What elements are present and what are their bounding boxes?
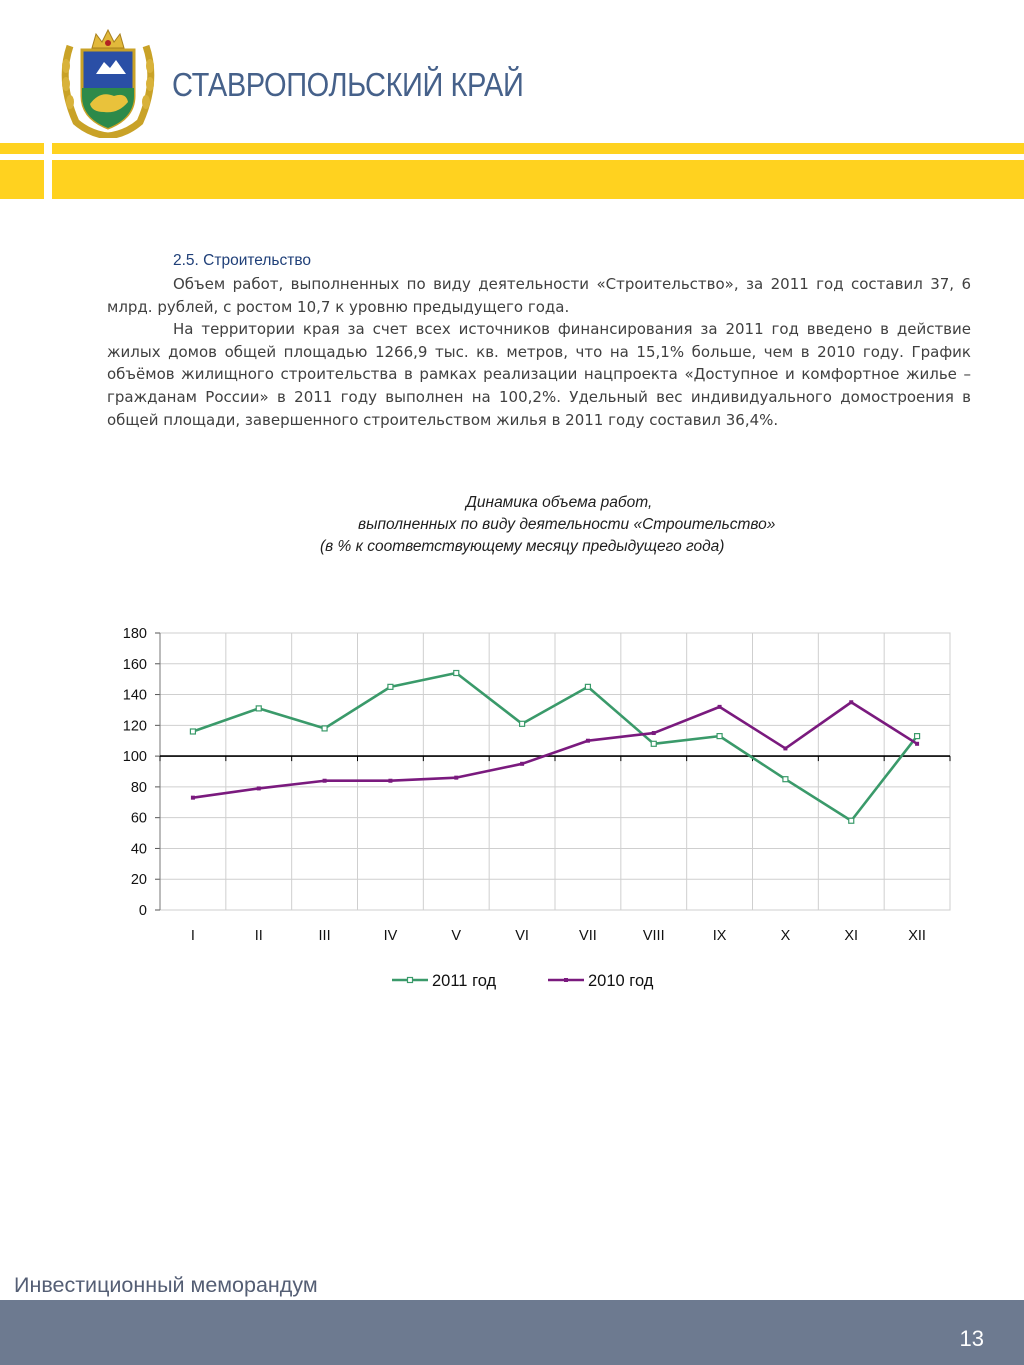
x-tick-label: VIII	[642, 928, 665, 944]
x-tick-label: VII	[579, 928, 597, 944]
data-point	[717, 734, 722, 739]
paragraph: Объем работ, выполненных по виду деятельности «Строительство», за 2011 год составил 37, 6 млрд. рублей, с ростом 10,7 к уровню предыдущего года.	[107, 275, 971, 316]
x-tick-label: XII	[908, 928, 926, 944]
x-tick-label: III	[318, 928, 331, 944]
y-tick-label: 140	[122, 687, 147, 704]
chart-title-line: выполненных по виду деятельности «Строительство»	[358, 516, 776, 533]
chart-title-line: (в % к соответствующему месяцу предыдущего года)	[320, 538, 725, 555]
y-tick-label: 160	[122, 656, 147, 673]
memo-label: Инвестиционный меморандум	[14, 1273, 318, 1297]
x-tick-label: XI	[844, 928, 859, 944]
legend-label: 2010 год	[588, 972, 654, 990]
data-point	[520, 762, 524, 766]
x-tick-label: I	[190, 928, 195, 944]
x-tick-label: X	[780, 928, 791, 944]
y-tick-label: 40	[130, 841, 147, 858]
data-point	[586, 739, 590, 743]
data-point	[323, 779, 327, 783]
region-title: СТАВРОПОЛЬСКИЙ КРАЙ	[172, 66, 524, 103]
x-tick-label: IV	[383, 928, 398, 944]
data-point	[915, 742, 919, 746]
data-point	[652, 731, 656, 735]
x-tick-label: V	[451, 928, 462, 944]
x-tick-label: II	[254, 928, 263, 944]
paragraph: На территории края за счет всех источников финансирования за 2011 год введено в действие жилых домов общей площадью 1266,9 тыс. кв. метров, что на 15,1% больше, чем в 2010 году. График объёмов жилищного строительства в рамках реализации нацпроекта «Доступное и комфортное жилье – гражданам России» в 2011 году выполнен на 100,2%. Удельный вес индивидуального домостроения в общей площади, завершенного строительством жилья в 2011 году составил 36,4%.	[107, 320, 971, 429]
footer-bar	[0, 1300, 1024, 1365]
data-point	[454, 776, 458, 780]
body-text	[107, 273, 971, 431]
y-tick-label: 60	[130, 810, 147, 827]
data-point	[718, 705, 722, 709]
data-point	[454, 671, 459, 676]
x-tick-label: IX	[712, 928, 727, 944]
legend-marker	[408, 978, 413, 983]
y-tick-label: 0	[138, 903, 147, 919]
data-point	[520, 721, 525, 726]
data-point	[257, 786, 261, 790]
legend-marker	[564, 978, 568, 982]
y-tick-label: 120	[122, 718, 147, 735]
y-tick-label: 100	[122, 749, 147, 766]
line-chart	[0, 600, 1024, 1010]
page-number: 13	[959, 1326, 984, 1351]
data-point	[849, 700, 853, 704]
data-point	[388, 684, 393, 689]
data-point	[322, 726, 327, 731]
data-point	[256, 706, 261, 711]
data-point	[585, 684, 590, 689]
data-point	[849, 818, 854, 823]
section-heading: 2.5. Строительство	[173, 252, 312, 269]
data-point	[190, 729, 195, 734]
y-tick-label: 20	[130, 872, 147, 889]
data-point	[915, 734, 920, 739]
data-point	[191, 796, 195, 800]
legend-label: 2011 год	[432, 972, 497, 990]
data-point	[651, 741, 656, 746]
coat-of-arms-emblem	[56, 26, 160, 138]
data-point	[783, 746, 787, 750]
chart-title-line: Динамика объема работ,	[466, 494, 653, 511]
y-tick-label: 180	[122, 626, 147, 642]
x-tick-label: VI	[515, 928, 529, 944]
header-band	[0, 143, 1024, 199]
data-point	[388, 779, 392, 783]
y-tick-label: 80	[130, 779, 147, 796]
data-point	[783, 777, 788, 782]
